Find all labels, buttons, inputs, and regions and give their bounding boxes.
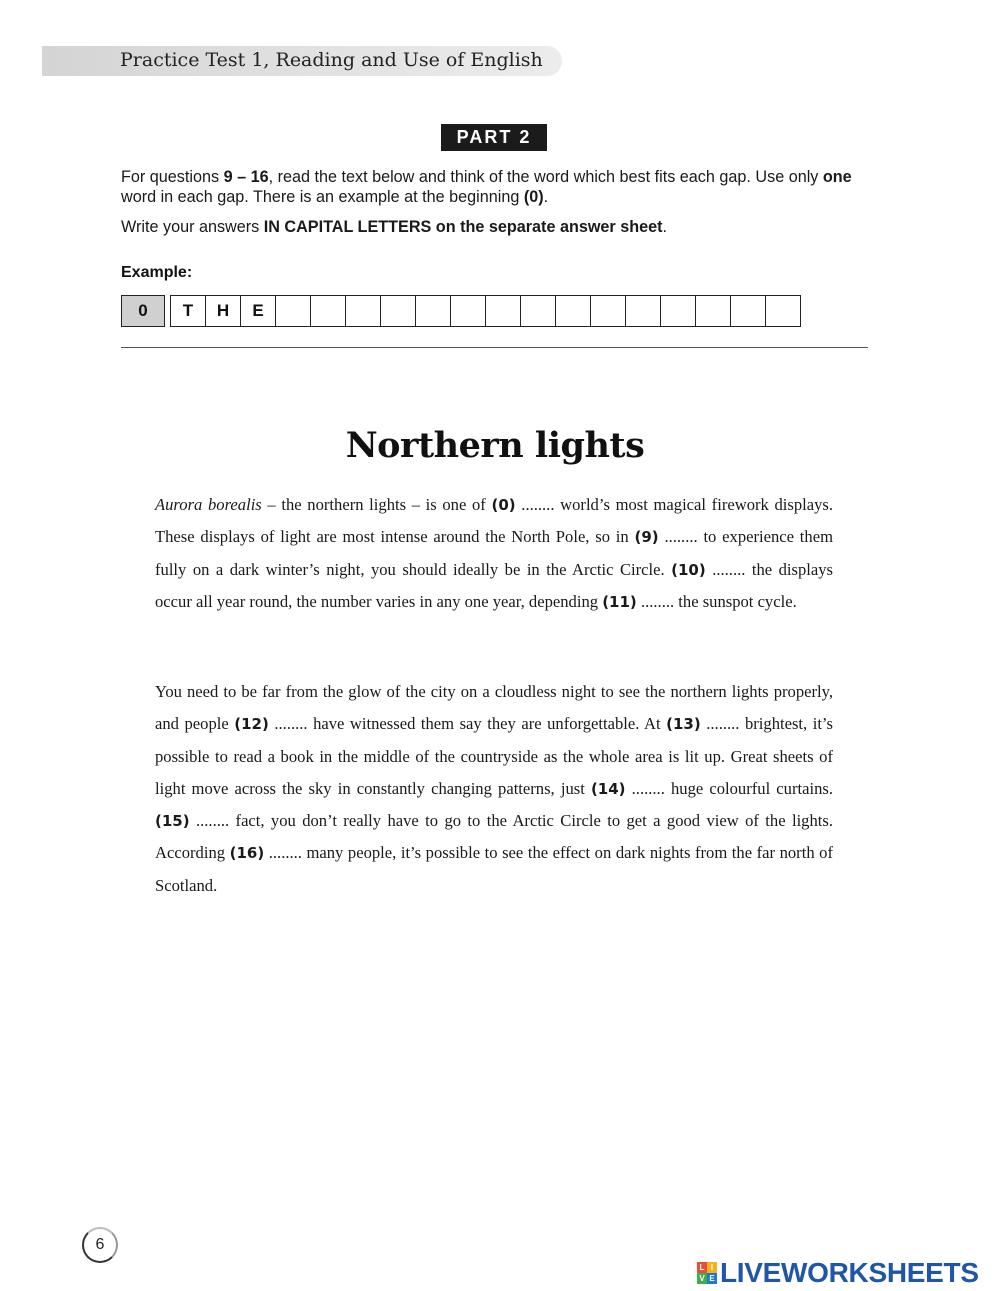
- example-letter-box: [660, 296, 695, 326]
- gap-question-number: (10): [671, 560, 706, 579]
- gap-question-number: (11): [602, 592, 637, 611]
- example-letter-boxes: [170, 295, 801, 327]
- instr-text: word in each gap. There is an example at the beginning: [121, 188, 524, 206]
- liveworksheets-logo: [697, 1257, 979, 1289]
- example-letter-box: E: [240, 296, 275, 326]
- text-segment: ........ huge colourful curtains.: [625, 778, 833, 798]
- example-answer-grid: [121, 295, 801, 327]
- logo-cube-letter: L: [697, 1262, 707, 1273]
- instr-text: , read the text below and think of the word which best fits each gap. Use only: [268, 168, 823, 186]
- example-letter-box: [415, 296, 450, 326]
- example-label: Example:: [121, 264, 193, 281]
- gap-question-number: (13): [666, 715, 701, 734]
- example-letter-box: [520, 296, 555, 326]
- example-letter-box: H: [205, 296, 240, 326]
- gap-question-number: (14): [590, 779, 626, 798]
- logo-cube-icon: [697, 1262, 717, 1284]
- text-segment: ........ the sunspot cycle.: [636, 591, 797, 611]
- instr-bold-capitals: IN CAPITAL LETTERS on the separate answer sheet: [263, 218, 663, 236]
- text-paragraph-1: [155, 489, 833, 618]
- gap-question-number: (0): [491, 496, 516, 514]
- page-header-title: Practice Test 1, Reading and Use of English: [120, 49, 543, 71]
- gap-question-number: (12): [234, 715, 269, 734]
- page-number: 6: [82, 1227, 118, 1263]
- instructions: [121, 167, 881, 237]
- text-segment: You need to be far from the glow of the city on a cloudless night to see the northern lights properly, and people: [155, 682, 833, 734]
- text-paragraph-2: [155, 676, 833, 902]
- example-letter-box: [590, 296, 625, 326]
- instr-text: .: [543, 188, 549, 206]
- logo-cube-letter: V: [697, 1273, 707, 1284]
- example-letter-box: [485, 296, 520, 326]
- text-segment: ........ the displays occur all year round, the number varies in any one year, depending: [155, 559, 834, 611]
- example-letter-box: [380, 296, 415, 326]
- instr-bold-example: (0): [523, 188, 544, 206]
- gap-question-number: (9): [634, 528, 659, 547]
- example-letter-box: [730, 296, 765, 326]
- instructions-paragraph-1: [121, 167, 881, 207]
- example-letter-box: [695, 296, 730, 326]
- example-letter-box: [765, 296, 800, 326]
- instr-text: For questions: [121, 168, 224, 186]
- part-badge: PART 2: [441, 124, 547, 151]
- text-segment: – the northern lights – is one of: [261, 495, 492, 514]
- section-divider: [121, 347, 868, 348]
- instr-bold-range: 9 – 16: [223, 168, 269, 186]
- italic-term: Aurora borealis: [155, 495, 262, 514]
- example-letter-box: [450, 296, 485, 326]
- text-title: Northern lights: [345, 425, 645, 466]
- example-letter-box: [625, 296, 660, 326]
- text-segment: ........ brightest, it’s possible to read a book in the middle of the countryside as the whole area is lit up. Great sheets of light move across the sky in constantly changing patterns, just: [155, 714, 833, 798]
- instr-text: Write your answers: [121, 218, 264, 236]
- logo-text: LIVEWORKSHEETS: [720, 1257, 979, 1288]
- gap-question-number: (15): [155, 812, 190, 831]
- gap-question-number: (16): [229, 844, 265, 863]
- example-letter-box: [275, 296, 310, 326]
- logo-cube-letter: E: [707, 1273, 717, 1284]
- logo-cube-letter: I: [707, 1262, 717, 1273]
- text-segment: ........ have witnessed them say they are unforgettable. At: [268, 714, 667, 734]
- example-number-box: 0: [121, 295, 165, 327]
- instructions-paragraph-2: [121, 217, 881, 237]
- instr-text: .: [662, 218, 668, 236]
- example-letter-box: [555, 296, 590, 326]
- text-segment: ........ fact, you don’t really have to go to the Arctic Circle to get a good view of the lights. According: [155, 811, 833, 863]
- text-segment: ........ world’s most magical firework displays. These displays of light are most intense around the North Pole, so in: [155, 495, 834, 547]
- example-letter-box: [345, 296, 380, 326]
- instr-bold-one: one: [822, 168, 852, 186]
- text-segment: ........ to experience them fully on a dark winter’s night, you should ideally be in the Arctic Circle.: [155, 527, 833, 579]
- example-letter-box: T: [182, 301, 194, 320]
- text-segment: ........ many people, it’s possible to see the effect on dark nights from the far north of Scotland.: [155, 843, 833, 895]
- example-letter-box: [310, 296, 345, 326]
